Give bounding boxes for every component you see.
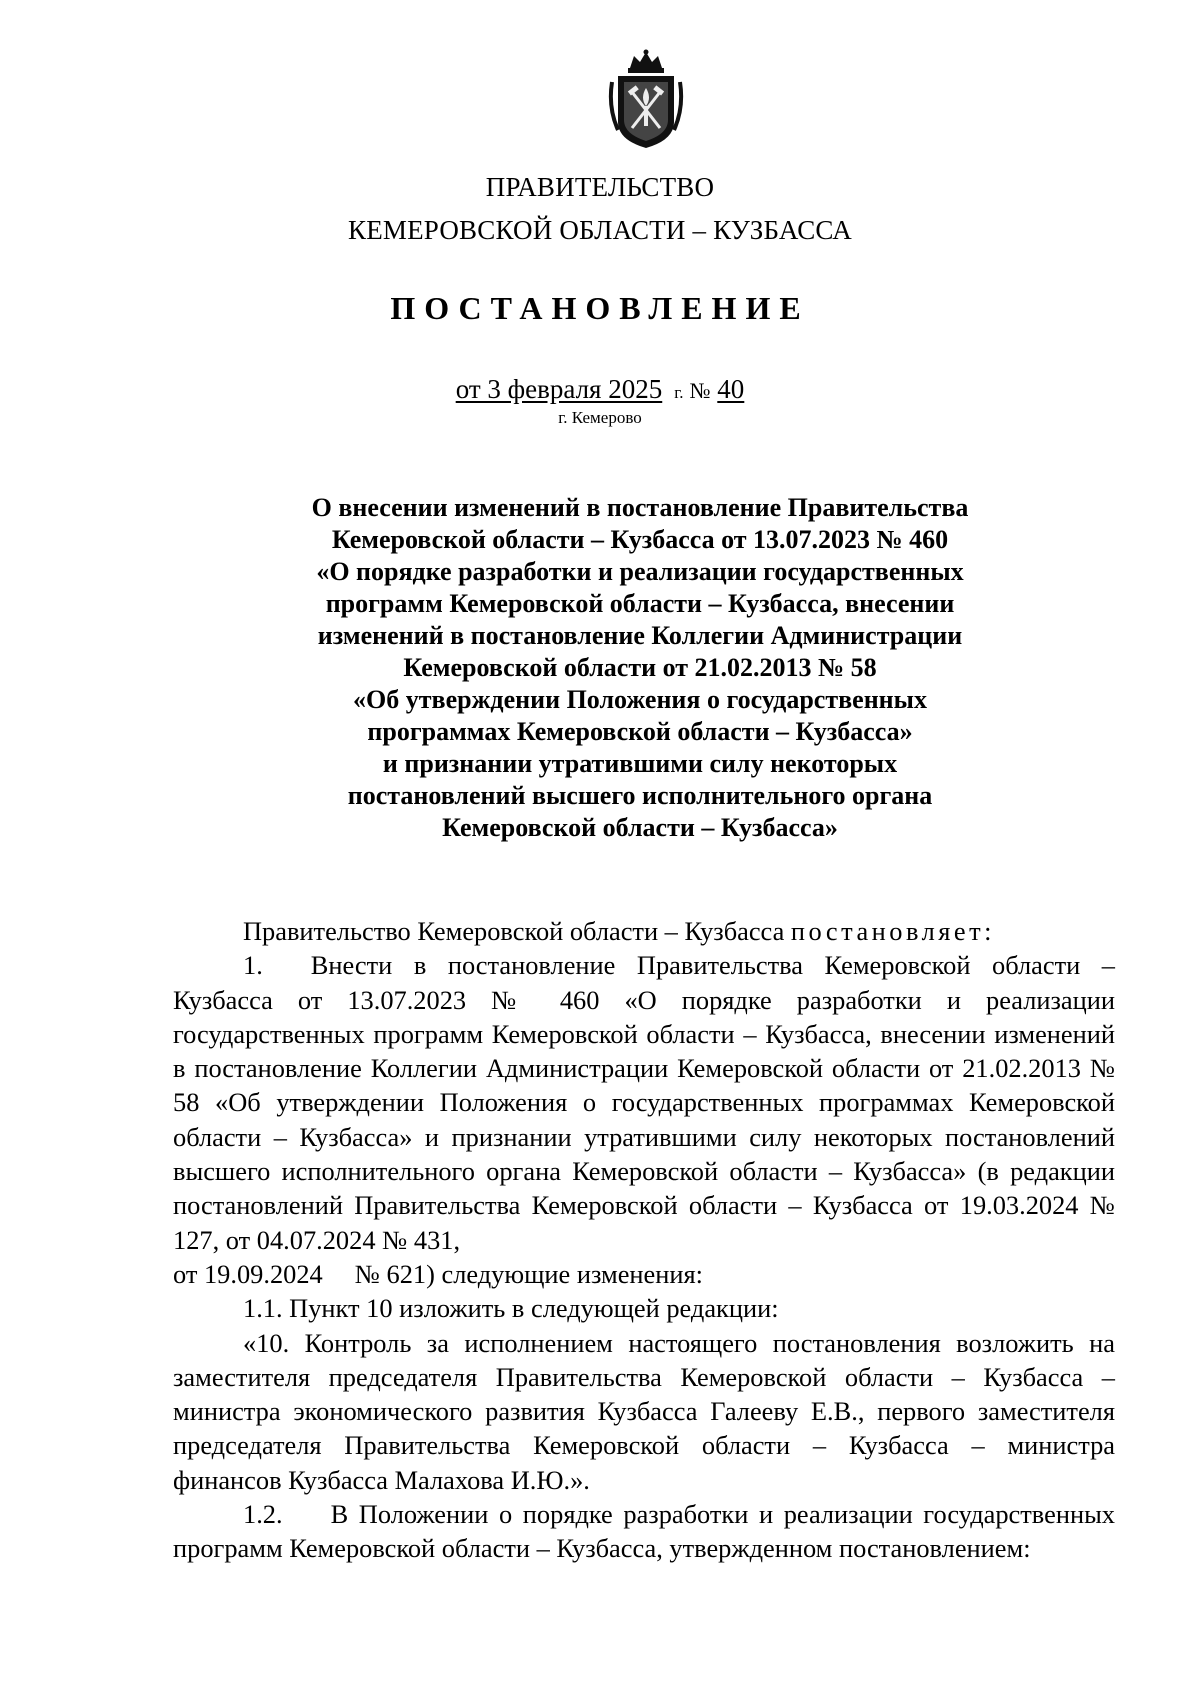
- paragraph-1-1-quote: «10. Контроль за исполнением настоящего постановления возложить на заместителя председателя Правительства Кемеровской области – Кузбасса – министра экономического развития Кузбасса Галееву Е.В., первого заместителя председателя Правительства Кемеровской области – Кузбасса – министра финансов Кузбасса Малахова И.Ю.».: [173, 1327, 1115, 1495]
- organization-name-line2: КЕМЕРОВСКОЙ ОБЛАСТИ – КУЗБАССА: [348, 215, 852, 245]
- title-line: программах Кемеровской области – Кузбасса»: [367, 717, 913, 746]
- document-city: г. Кемерово: [558, 408, 642, 427]
- paragraph-1-2: [173, 1497, 1115, 1566]
- title-line: и признании утратившими силу некоторых: [382, 749, 898, 778]
- paragraph-1-text: Внести в постановление Правительства Кемеровской области – Кузбасса от 13.07.2023 № 460 «О порядке разработки и реализации государственных программ Кемеровской области – Кузбасса, внесении изменений в постановление Коллегии Администрации Кемеровской области от 21.02.2013 № 58 «Об утверждении Положения о государственных программах Кемеровской области – Кузбасса» и признании утратившими силу некоторых постановлений высшего исполнительного органа Кемеровской области – Кузбасса» (в редакции постановлений Правительства Кемеровской области – Кузбасса от 19.03.2024 № 127, от 04.07.2024 № 431,: [173, 950, 1115, 1255]
- paragraph-1-2-number: 1.2.: [243, 1499, 283, 1530]
- number-sign: №: [689, 378, 711, 403]
- title-line: «О порядке разработки и реализации государственных: [316, 557, 964, 586]
- title-line: программ Кемеровской области – Кузбасса, внесении: [325, 589, 955, 618]
- title-line: Кемеровской области – Кузбасса»: [442, 813, 838, 842]
- title-line: постановлений высшего исполнительного органа: [347, 781, 933, 810]
- title-line: изменений в постановление Коллегии Администрации: [317, 621, 963, 650]
- year-suffix: г.: [674, 383, 684, 402]
- preamble-text: Правительство Кемеровской области – Кузбасса: [243, 916, 791, 946]
- preamble-resolves: постановляет:: [790, 916, 995, 946]
- paragraph-1-number: 1.: [243, 950, 263, 981]
- paragraph-1-1: 1.1. Пункт 10 изложить в следующей редакции:: [243, 1293, 779, 1324]
- title-line: Кемеровской области от 21.02.2013 № 58: [403, 653, 877, 682]
- paragraph-1: [173, 948, 1115, 1257]
- document-title: [250, 492, 1030, 844]
- coat-of-arms-icon: [604, 48, 688, 150]
- preamble: [173, 914, 1115, 948]
- document-date-number: [0, 374, 1200, 405]
- title-line: О внесении изменений в постановление Правительства: [311, 493, 969, 522]
- document-body: [173, 914, 1115, 1566]
- paragraph-1-tail-number: № 621) следующие изменения:: [354, 1258, 703, 1289]
- title-line: Кемеровской области – Кузбасса от 13.07.2023 № 460: [331, 525, 949, 554]
- paragraph-1-tail: [173, 1257, 1115, 1291]
- document-type-heading: ПОСТАНОВЛЕНИЕ: [390, 290, 810, 326]
- paragraph-1-2-text: В Положении о порядке разработки и реализации государственных программ Кемеровской области – Кузбасса, утвержденном постановлением:: [173, 1499, 1115, 1564]
- document-date: от 3 февраля 2025: [455, 374, 663, 404]
- organization-name-line1: ПРАВИТЕЛЬСТВО: [485, 172, 715, 202]
- document-number: 40: [717, 374, 745, 404]
- paragraph-1-tail-date: от 19.09.2024: [173, 1258, 323, 1289]
- title-line: «Об утверждении Положения о государственных: [353, 685, 927, 714]
